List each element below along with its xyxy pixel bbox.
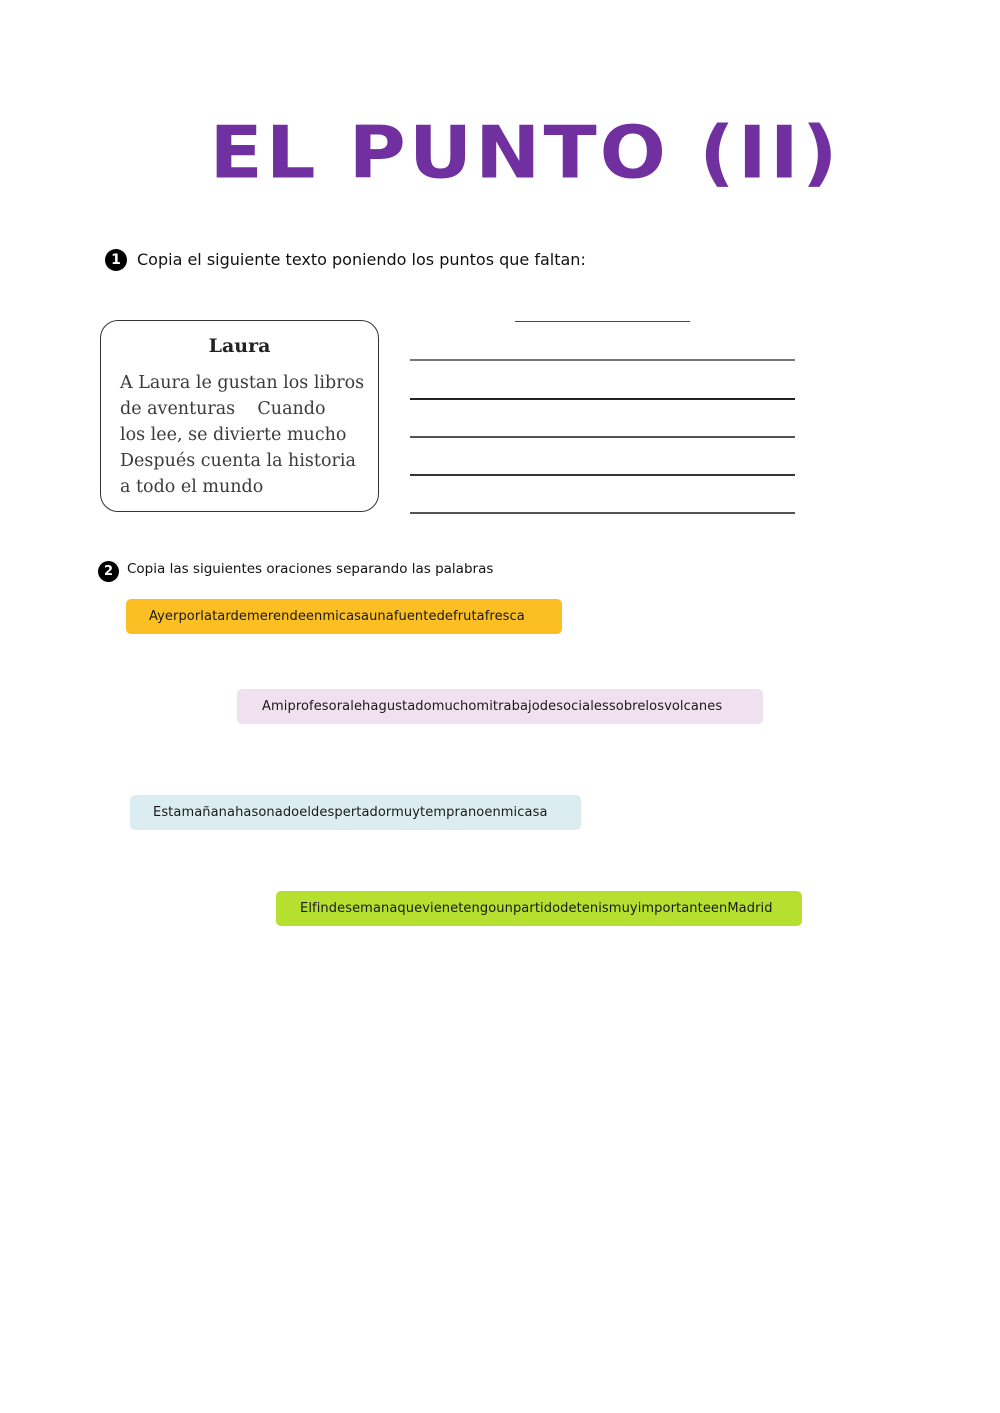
sentence-3-box — [130, 795, 581, 830]
writing-line[interactable] — [410, 359, 795, 361]
exercise-2-number-badge: 2 — [98, 561, 119, 582]
writing-line[interactable] — [410, 398, 795, 400]
sentence-2-box — [237, 689, 763, 724]
text-box-line: los lee, se divierte mucho — [120, 425, 347, 445]
writing-line[interactable] — [410, 474, 795, 476]
text-box-line: a todo el mundo — [120, 477, 264, 497]
text-box-title: Laura — [208, 335, 271, 357]
text-box-line: A Laura le gustan los libros — [120, 373, 365, 393]
writing-line[interactable] — [410, 436, 795, 438]
sentence-1-box — [126, 599, 562, 634]
sentence-2-text: Amiprofesoralehagustadomuchomitrabajodesocialessobrelosvolcanes — [262, 699, 723, 714]
writing-line[interactable] — [410, 512, 795, 514]
sentence-4-box — [276, 891, 802, 926]
sentence-1-text: Ayerporlatardemerendeenmicasaunafuentedefrutafresca — [149, 609, 525, 624]
sentence-4-text: ElfindesemanaquevienetengounpartidodetenismuyimportanteenMadrid — [300, 901, 773, 916]
writing-line-short[interactable] — [515, 321, 690, 322]
text-box-line: Después cuenta la historia — [120, 451, 356, 471]
text-box-line: de aventuras Cuando — [120, 399, 326, 419]
sentence-3-text: Estamañanahasonadoeldespertadormuytempranoenmicasa — [153, 805, 548, 820]
exercise-1-number-badge: 1 — [105, 249, 127, 271]
page-title: EL PUNTO (II) — [209, 112, 841, 195]
exercise-1-instruction: Copia el siguiente texto poniendo los puntos que faltan: — [137, 250, 586, 269]
exercise-2-instruction: Copia las siguientes oraciones separando las palabras — [127, 561, 494, 577]
laura-text-box — [100, 320, 379, 512]
